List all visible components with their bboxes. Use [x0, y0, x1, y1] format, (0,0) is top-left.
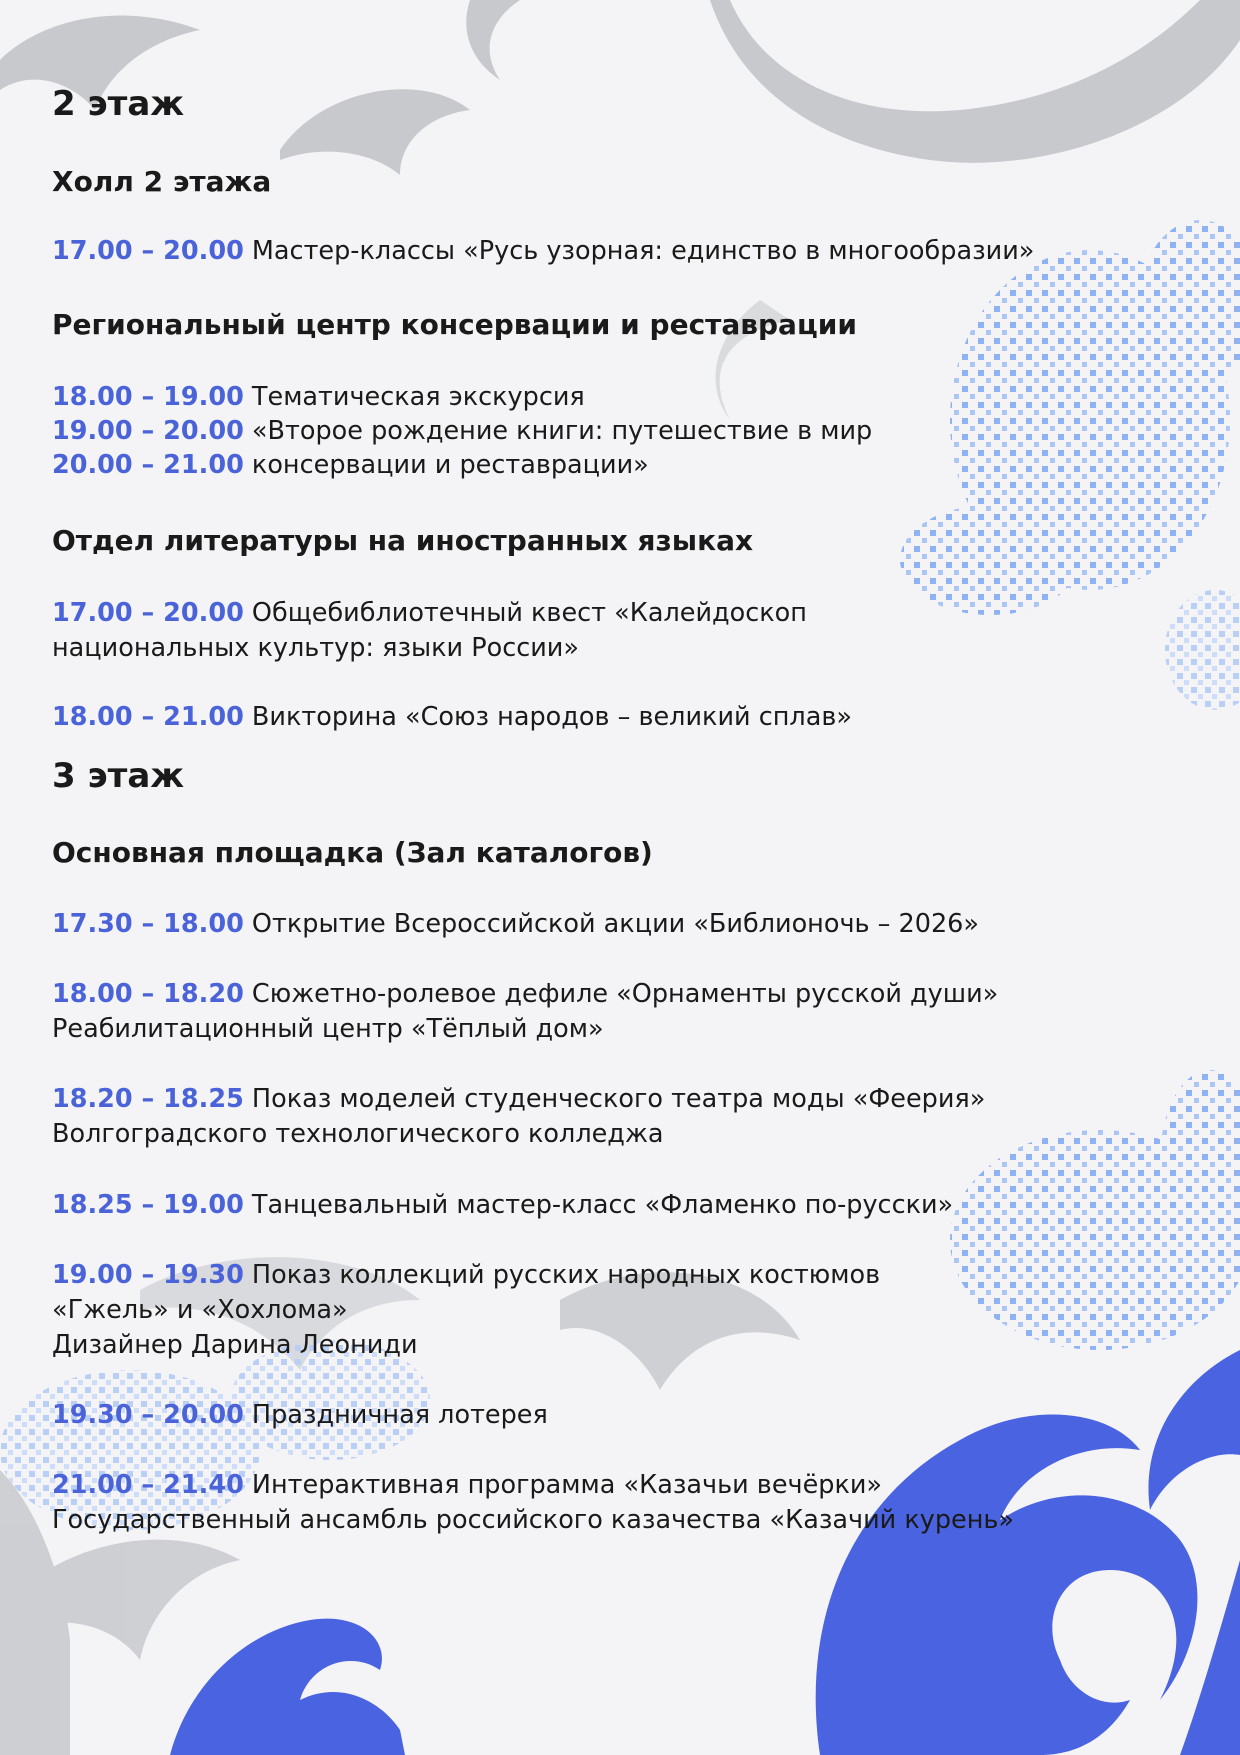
event-line — [52, 1398, 548, 1432]
event-line — [52, 1503, 1014, 1537]
event-time: 18.20 – 18.25 — [52, 1084, 244, 1114]
event-text: Волгоградского технологического колледжа — [52, 1119, 664, 1149]
floor-3-heading: 3 этаж — [52, 756, 185, 796]
blue-pattern-lower-right — [950, 1070, 1240, 1350]
event-line — [52, 1117, 664, 1151]
event-text: Государственный ансамбль российского казачества «Казачий курень» — [52, 1505, 1015, 1535]
event-time: 21.00 – 21.40 — [52, 1470, 244, 1500]
event-text: Праздничная лотерея — [243, 1400, 548, 1430]
event-line — [52, 380, 585, 414]
event-text: Показ моделей студенческого театра моды «Феерия» — [243, 1084, 986, 1114]
event-text: Реабилитационный центр «Тёплый дом» — [52, 1014, 604, 1044]
event-line — [52, 1468, 882, 1502]
hall-2-heading: Холл 2 этажа — [52, 165, 272, 198]
event-text: Дизайнер Дарина Леониди — [52, 1330, 418, 1360]
event-line — [52, 1012, 604, 1046]
event-time: 20.00 – 21.00 — [52, 450, 244, 480]
event-time: 18.00 – 18.20 — [52, 979, 244, 1009]
event-line — [52, 414, 872, 448]
event-line — [52, 1188, 953, 1222]
event-line — [52, 907, 979, 941]
event-line — [52, 700, 852, 734]
event-text: Викторина «Союз народов – великий сплав» — [243, 702, 852, 732]
event-time: 19.00 – 19.30 — [52, 1260, 244, 1290]
event-line — [52, 1258, 880, 1292]
event-line — [52, 1293, 348, 1327]
event-time: 17.30 – 18.00 — [52, 909, 244, 939]
event-time: 18.00 – 19.00 — [52, 382, 244, 412]
event-text: Открытие Всероссийской акции «Библионочь – 2026» — [243, 909, 980, 939]
event-time: 17.00 – 20.00 — [52, 236, 244, 266]
event-time: 18.00 – 21.00 — [52, 702, 244, 732]
event-text: Сюжетно-ролевое дефиле «Орнаменты русской души» — [243, 979, 999, 1009]
event-text: Танцевальный мастер-класс «Фламенко по-русски» — [243, 1190, 954, 1220]
event-text: «Гжель» и «Хохлома» — [52, 1295, 348, 1325]
main-stage-heading: Основная площадка (Зал каталогов) — [52, 836, 653, 869]
event-text: Мастер-классы «Русь узорная: единство в многообразии» — [243, 236, 1035, 266]
event-text: Показ коллекций русских народных костюмов — [243, 1260, 881, 1290]
event-text: «Второе рождение книги: путешествие в мир — [243, 416, 873, 446]
event-time: 19.30 – 20.00 — [52, 1400, 244, 1430]
event-line — [52, 1082, 985, 1116]
event-line — [52, 977, 998, 1011]
event-text: консервации и реставрации» — [243, 450, 649, 480]
foreign-literature-heading: Отдел литературы на иностранных языках — [52, 524, 754, 557]
floor-2-heading: 2 этаж — [52, 84, 185, 124]
blue-pattern-right — [900, 220, 1240, 710]
event-text: Общебиблиотечный квест «Калейдоскоп — [243, 598, 807, 628]
event-line — [52, 234, 1034, 268]
event-text: Интерактивная программа «Казачьи вечёрки» — [243, 1470, 883, 1500]
event-line — [52, 448, 649, 482]
event-text: Тематическая экскурсия — [243, 382, 585, 412]
event-text: национальных культур: языки России» — [52, 633, 579, 663]
restoration-center-heading: Региональный центр консервации и реставрации — [52, 308, 857, 341]
event-line — [52, 631, 579, 665]
event-line — [52, 596, 807, 630]
event-time: 19.00 – 20.00 — [52, 416, 244, 446]
event-time: 18.25 – 19.00 — [52, 1190, 244, 1220]
event-time: 17.00 – 20.00 — [52, 598, 244, 628]
event-line — [52, 1328, 418, 1362]
